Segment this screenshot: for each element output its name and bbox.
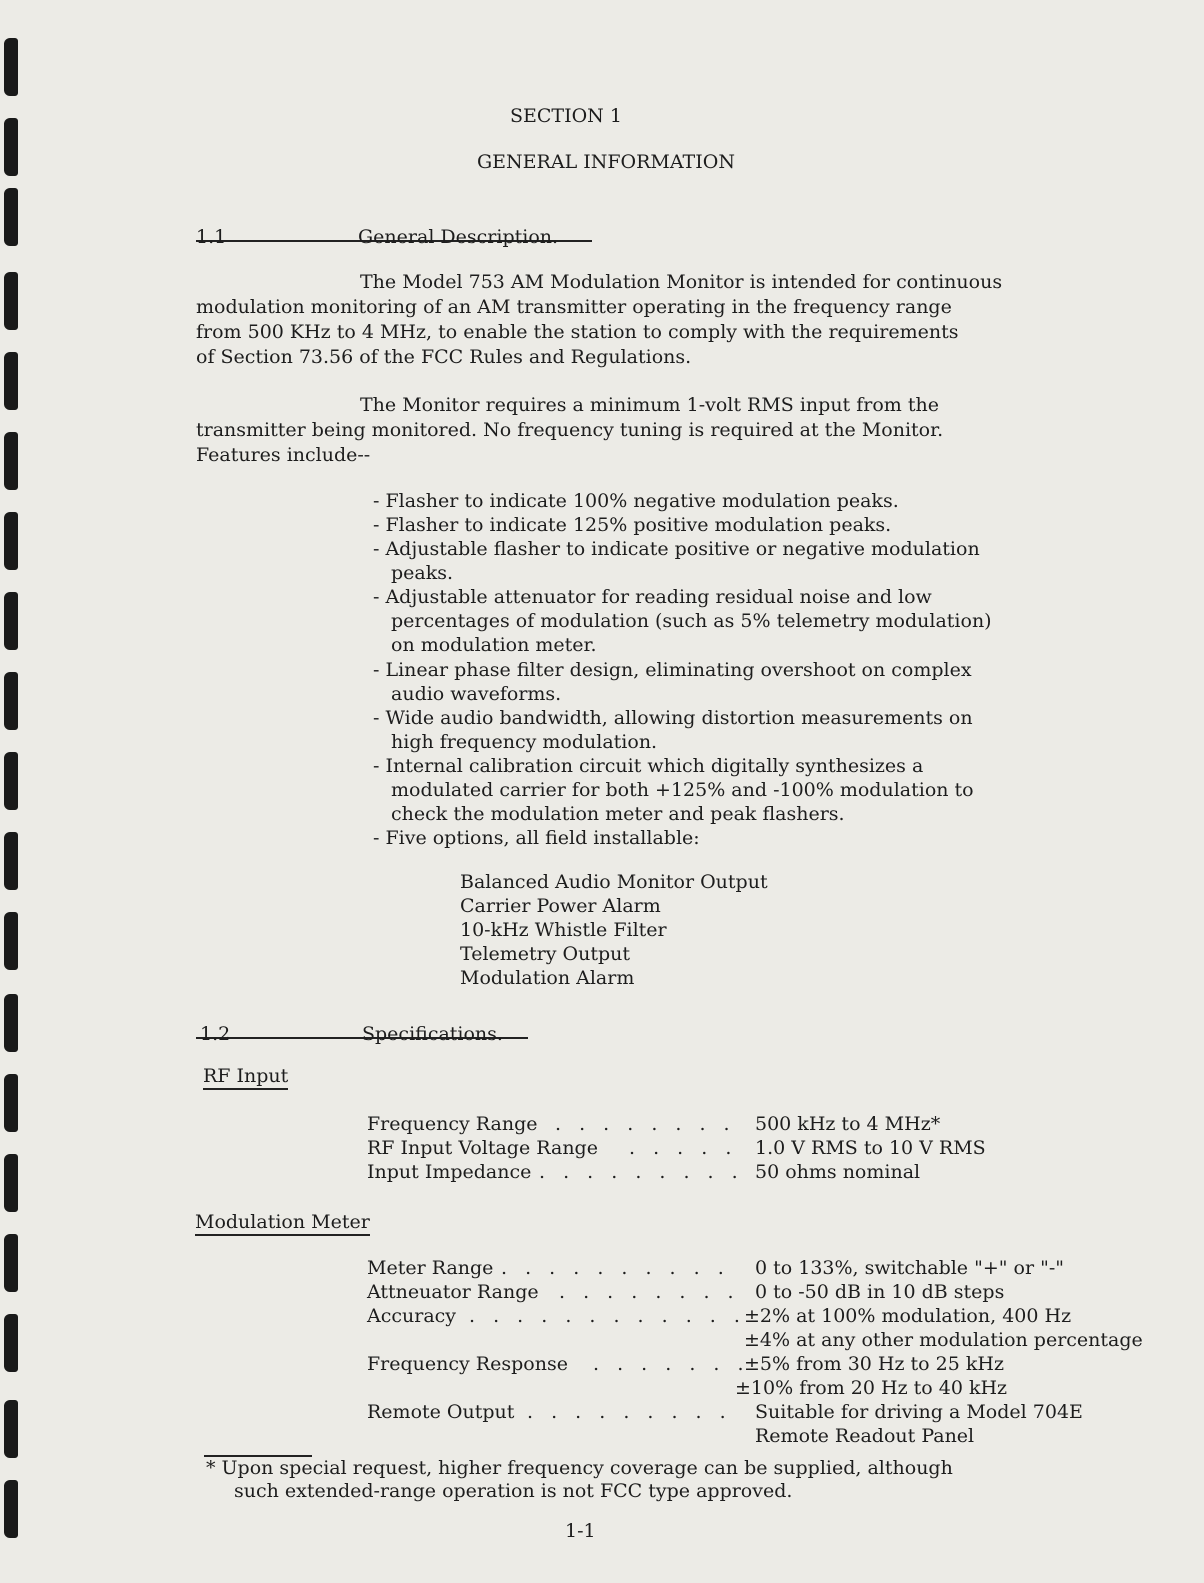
feature-item: - Linear phase filter design, eliminating overshoot on complex: [373, 659, 972, 681]
feature-item: - Wide audio bandwidth, allowing distortion measurements on: [373, 707, 973, 729]
section-1-1-number: 1.1: [196, 226, 227, 248]
spec-value-cont: Remote Readout Panel: [755, 1425, 975, 1447]
binder-hole: [4, 1314, 18, 1372]
option-item: Balanced Audio Monitor Output: [460, 871, 768, 893]
binder-hole: [4, 38, 18, 96]
feature-item: - Flasher to indicate 125% positive modulation peaks.: [373, 514, 892, 536]
feature-item: - Five options, all field installable:: [373, 827, 700, 849]
spec-value: 0 to 133%, switchable "+" or "-": [755, 1257, 1064, 1279]
binder-hole: [4, 1234, 18, 1292]
section-1-2-title: Specifications.: [362, 1023, 503, 1045]
spec-value: ±5% from 30 Hz to 25 kHz: [744, 1353, 1004, 1375]
paragraph-line: The Model 753 AM Modulation Monitor is intended for continuous: [360, 271, 1003, 293]
binder-hole: [4, 1400, 18, 1458]
spec-row: [367, 1112, 1197, 1136]
spec-value: 1.0 V RMS to 10 V RMS: [755, 1137, 986, 1159]
spec-value: ±2% at 100% modulation, 400 Hz: [744, 1305, 1072, 1327]
modulation-meter-heading: Modulation Meter: [195, 1210, 370, 1236]
paragraph-line: Features include--: [196, 444, 371, 466]
spec-leader: . . . . . . . . . . . .: [469, 1305, 746, 1327]
binder-hole: [4, 512, 18, 570]
section-title: GENERAL INFORMATION: [477, 151, 735, 173]
page-number: 1-1: [565, 1520, 596, 1542]
spec-value: 0 to -50 dB in 10 dB steps: [755, 1281, 1005, 1303]
binder-hole: [4, 1074, 18, 1132]
binder-hole: [4, 432, 18, 490]
section-1-1-title: General Description.: [358, 226, 559, 248]
binder-holes: [0, 0, 30, 1583]
feature-item-cont: percentages of modulation (such as 5% telemetry modulation): [391, 610, 992, 632]
spec-value: 500 kHz to 4 MHz*: [755, 1113, 941, 1135]
paragraph-line: transmitter being monitored. No frequency tuning is required at the Monitor.: [196, 419, 944, 441]
binder-hole: [4, 188, 18, 246]
spec-row: [367, 1160, 1197, 1184]
spec-label: Meter Range: [367, 1257, 494, 1279]
option-item: Carrier Power Alarm: [460, 895, 661, 917]
binder-hole: [4, 1154, 18, 1212]
feature-item-cont: audio waveforms.: [391, 683, 562, 705]
feature-item-cont: check the modulation meter and peak flashers.: [391, 803, 845, 825]
spec-label: RF Input Voltage Range: [367, 1137, 598, 1159]
feature-item: - Internal calibration circuit which digitally synthesizes a: [373, 755, 924, 777]
spec-row: [367, 1256, 1197, 1280]
spec-value: 50 ohms nominal: [755, 1161, 921, 1183]
feature-item: - Adjustable flasher to indicate positive or negative modulation: [373, 538, 980, 560]
option-item: 10-kHz Whistle Filter: [460, 919, 667, 941]
spec-label: Attneuator Range: [367, 1281, 539, 1303]
spec-label: Frequency Response: [367, 1353, 568, 1375]
spec-leader: . . . . . . . . .: [527, 1401, 732, 1423]
binder-hole: [4, 118, 18, 176]
spec-leader: . . . . . . . .: [559, 1281, 740, 1303]
spec-leader: . . . . . . . . .: [539, 1161, 744, 1183]
binder-hole: [4, 994, 18, 1052]
binder-hole: [4, 832, 18, 890]
spec-value-cont: ±4% at any other modulation percentage: [744, 1329, 1143, 1351]
spec-row: [367, 1352, 1197, 1400]
spec-label: Input Impedance: [367, 1161, 532, 1183]
binder-hole: [4, 912, 18, 970]
spec-row: [367, 1304, 1197, 1352]
spec-row: [367, 1136, 1197, 1160]
paragraph-line: from 500 KHz to 4 MHz, to enable the station to comply with the requirements: [196, 321, 959, 343]
feature-item: - Adjustable attenuator for reading residual noise and low: [373, 586, 932, 608]
binder-hole: [4, 752, 18, 810]
spec-value: Suitable for driving a Model 704E: [755, 1401, 1083, 1423]
spec-row: [367, 1280, 1197, 1304]
paragraph-line: The Monitor requires a minimum 1-volt RMS input from the: [360, 394, 939, 416]
feature-item-cont: on modulation meter.: [391, 634, 597, 656]
spec-row: [367, 1400, 1197, 1448]
spec-leader: . . . . .: [629, 1137, 738, 1159]
feature-item-cont: high frequency modulation.: [391, 731, 658, 753]
rf-input-heading: RF Input: [203, 1064, 288, 1090]
feature-item-cont: peaks.: [391, 562, 454, 584]
spec-label: Accuracy: [367, 1305, 457, 1327]
feature-item: - Flasher to indicate 100% negative modulation peaks.: [373, 490, 899, 512]
spec-label: Frequency Range: [367, 1113, 538, 1135]
section-1-2-number: 1.2: [200, 1023, 231, 1045]
footnote-line: * Upon special request, higher frequency coverage can be supplied, although: [206, 1457, 953, 1479]
option-item: Telemetry Output: [460, 943, 630, 965]
spec-leader: . . . . . . . . . .: [501, 1257, 730, 1279]
spec-leader: . . . . . . .: [593, 1353, 750, 1375]
binder-hole: [4, 352, 18, 410]
binder-hole: [4, 272, 18, 330]
spec-value-cont: ±10% from 20 Hz to 40 kHz: [735, 1377, 1008, 1399]
paragraph-line: of Section 73.56 of the FCC Rules and Regulations.: [196, 346, 692, 368]
option-item: Modulation Alarm: [460, 967, 635, 989]
feature-item-cont: modulated carrier for both +125% and -100% modulation to: [391, 779, 974, 801]
paragraph-line: modulation monitoring of an AM transmitter operating in the frequency range: [196, 296, 952, 318]
spec-label: Remote Output: [367, 1401, 515, 1423]
binder-hole: [4, 592, 18, 650]
footnote-line: such extended-range operation is not FCC type approved.: [234, 1480, 793, 1502]
binder-hole: [4, 672, 18, 730]
binder-hole: [4, 1480, 18, 1538]
spec-leader: . . . . . . . .: [555, 1113, 736, 1135]
section-number: SECTION 1: [510, 105, 622, 127]
